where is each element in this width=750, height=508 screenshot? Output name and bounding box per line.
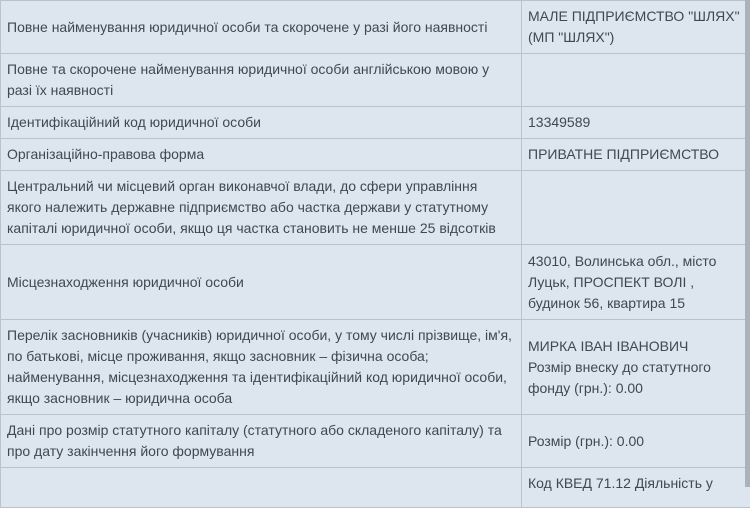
founder-contribution: Розмір внеску до статутного фонду (грн.): 0.00 <box>528 357 744 399</box>
row-label-location: Місцезнаходження юридичної особи <box>1 245 522 320</box>
row-value-location: 43010, Волинська обл., місто Луцьк, ПРОСПЕКТ ВОЛІ , будинок 56, квартира 15 <box>522 245 750 320</box>
row-value-legal-form: ПРИВАТНЕ ПІДПРИЄМСТВО <box>522 139 750 171</box>
row-label-id-code: Ідентифікаційний код юридичної особи <box>1 107 522 139</box>
table-row <box>1 245 750 320</box>
table-row <box>1 415 750 468</box>
founder-name: МИРКА ІВАН ІВАНОВИЧ <box>528 336 744 357</box>
row-value-founders <box>522 320 750 415</box>
table-row <box>1 54 750 107</box>
row-label-activity <box>1 468 522 508</box>
row-value-activity: Код КВЕД 71.12 Діяльність у <box>522 468 750 508</box>
table-row <box>1 171 750 245</box>
table-row <box>1 320 750 415</box>
table-row <box>1 468 750 508</box>
row-label-authority: Центральний чи місцевий орган виконавчої влади, до сфери управління якого належить державне підприємство або частка держави у статутному капіталі юридичної особи, якщо ця частка становить не менше 25 відсотків <box>1 171 522 245</box>
row-label-capital: Дані про розмір статутного капіталу (статутного або складеного капіталу) та про дату закінчення його формування <box>1 415 522 468</box>
row-value-id-code: 13349589 <box>522 107 750 139</box>
row-label-english-name: Повне та скорочене найменування юридичної особи англійською мовою у разі їх наявності <box>1 54 522 107</box>
row-label-founders: Перелік засновників (учасників) юридичної особи, у тому числі прізвище, ім'я, по батькові, місце проживання, якщо засновник – фізична особа; найменування, місцезнаходження та ідентифікаційний код юридичної особи, якщо засновник – юридична особа <box>1 320 522 415</box>
table-row <box>1 139 750 171</box>
row-label-legal-form: Організаційно-правова форма <box>1 139 522 171</box>
scrollbar-edge[interactable] <box>745 0 750 487</box>
table-row <box>1 1 750 54</box>
row-value-capital: Розмір (грн.): 0.00 <box>522 415 750 468</box>
row-value-authority <box>522 171 750 245</box>
row-value-english-name <box>522 54 750 107</box>
row-value-full-name: МАЛЕ ПІДПРИЄМСТВО "ШЛЯХ" (МП "ШЛЯХ") <box>522 1 750 54</box>
table-row <box>1 107 750 139</box>
row-label-full-name: Повне найменування юридичної особи та скорочене у разі його наявності <box>1 1 522 54</box>
